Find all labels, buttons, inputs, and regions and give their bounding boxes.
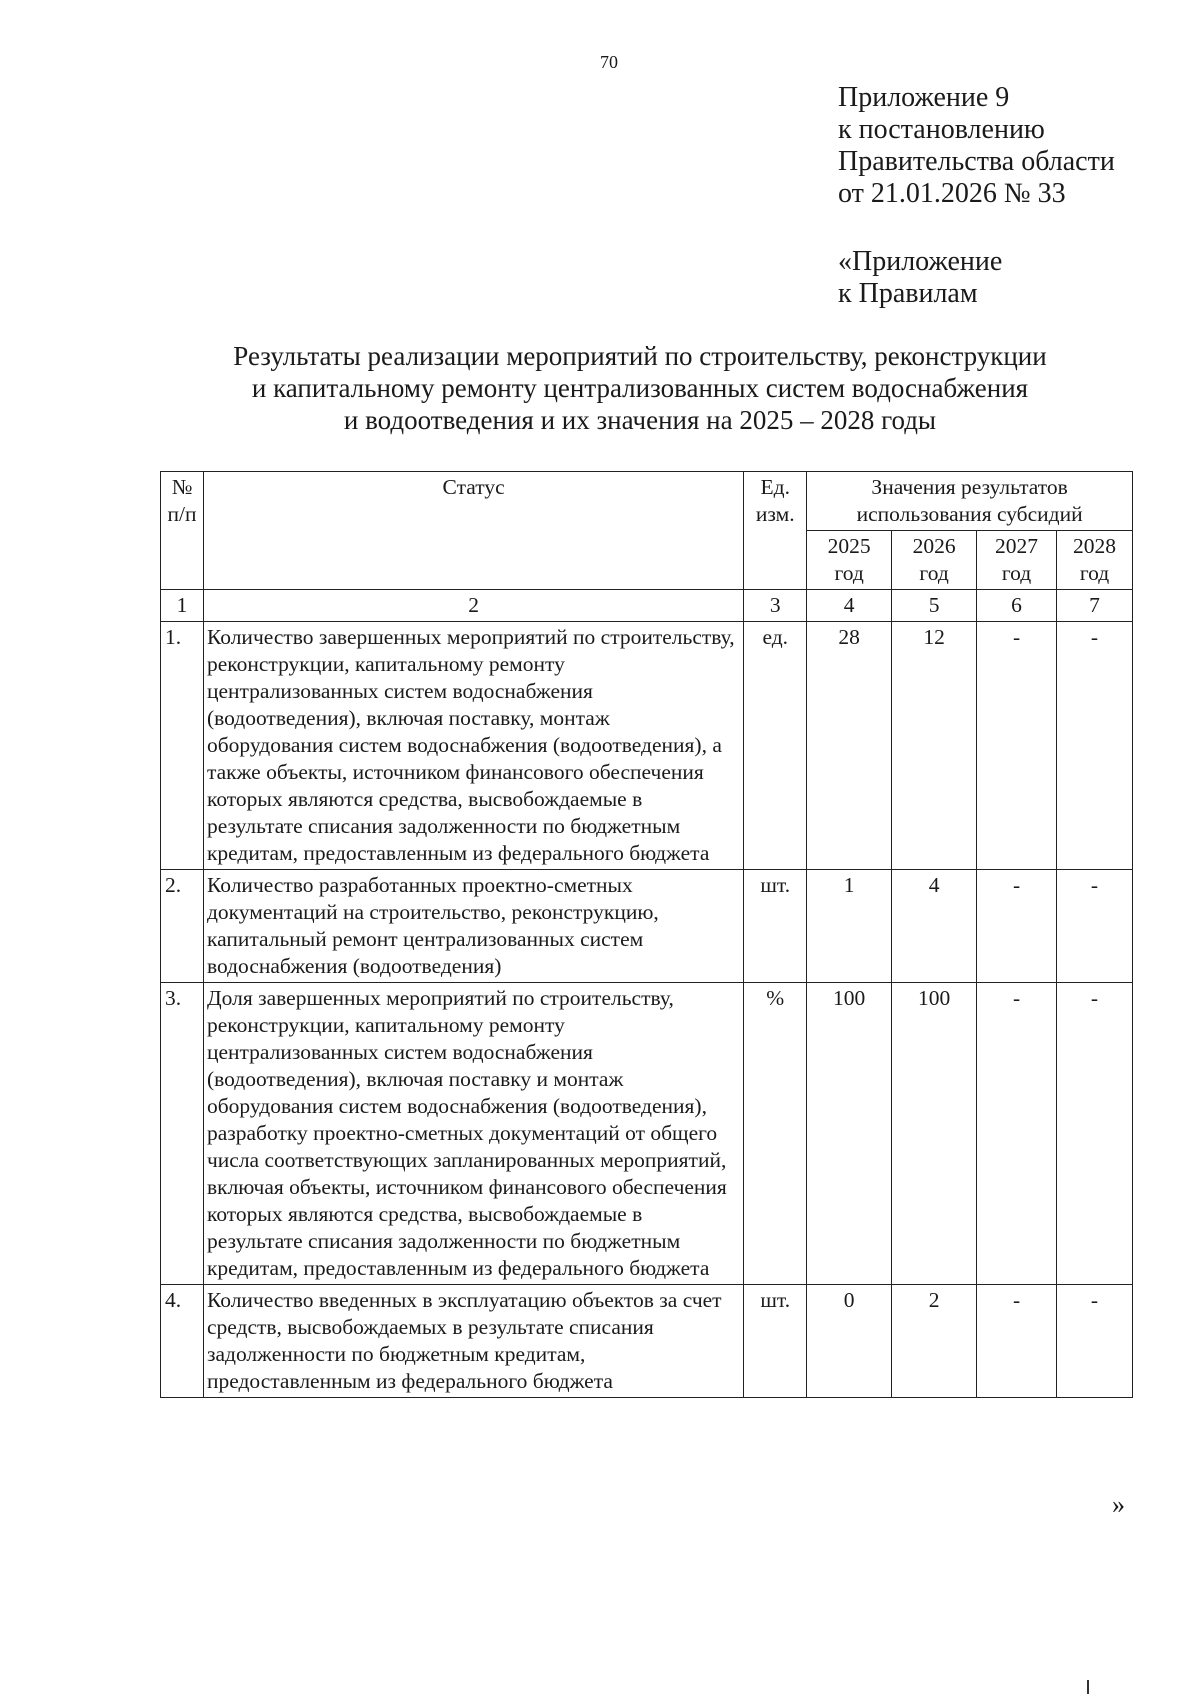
row-value-2027: - <box>977 1285 1057 1398</box>
annex2-line-1: «Приложение <box>838 246 1003 277</box>
column-number: 3 <box>744 590 807 622</box>
row-value-2026: 12 <box>892 622 977 870</box>
document-title <box>150 340 1130 436</box>
column-number: 7 <box>1057 590 1133 622</box>
column-number: 2 <box>203 590 743 622</box>
column-number: 6 <box>977 590 1057 622</box>
table-row <box>161 622 1133 870</box>
row-status: Количество завершенных мероприятий по строительству, реконструкции, капитальному ремонту централизованных систем водоснабжения (водоотведения), включая поставку, монтаж оборудования систем водоснабжения (водоотведения), а также объекты, источником финансового обеспечения которых являются средства, высвобождаемые в результате списания задолженности по бюджетным кредитам, предоставленным из федерального бюджета <box>203 622 743 870</box>
annex-line-2: к постановлению <box>838 114 1045 145</box>
header-unit: Ед. изм. <box>744 472 807 590</box>
row-status: Количество разработанных проектно-сметных документаций на строительство, реконструкцию, капитальный ремонт централизованных систем водоснабжения (водоотведения) <box>203 870 743 983</box>
annex-line-1: Приложение 9 <box>838 82 1010 113</box>
title-line-3: и водоотведения и их значения на 2025 – 2028 годы <box>343 405 937 435</box>
header-values-group: Значения результатов использования субсидий <box>807 472 1133 531</box>
title-line-2: и капитальному ремонту централизованных систем водоснабжения <box>251 373 1029 403</box>
column-number: 5 <box>892 590 977 622</box>
row-value-2025: 100 <box>807 983 892 1285</box>
column-numbers-row <box>161 590 1133 622</box>
scan-edge-mark <box>1087 1680 1089 1694</box>
header-year-2025: 2025 год <box>807 531 892 590</box>
header-status: Статус <box>203 472 743 590</box>
row-value-2028: - <box>1057 983 1133 1285</box>
row-num: 4. <box>161 1285 204 1398</box>
row-value-2027: - <box>977 983 1057 1285</box>
row-value-2026: 4 <box>892 870 977 983</box>
row-unit: шт. <box>744 870 807 983</box>
row-value-2028: - <box>1057 870 1133 983</box>
row-value-2028: - <box>1057 622 1133 870</box>
table-row <box>161 870 1133 983</box>
row-value-2027: - <box>977 622 1057 870</box>
title-line-1: Результаты реализации мероприятий по строительству, реконструкции <box>233 341 1047 371</box>
row-status: Количество введенных в эксплуатацию объектов за счет средств, высвобождаемых в результате списания задолженности по бюджетным кредитам, предоставленным из федерального бюджета <box>203 1285 743 1398</box>
row-value-2025: 1 <box>807 870 892 983</box>
row-value-2025: 28 <box>807 622 892 870</box>
annex-rules-reference <box>838 246 1002 310</box>
row-value-2026: 100 <box>892 983 977 1285</box>
annex-line-4: от 21.01.2026 № 33 <box>838 178 1066 209</box>
table-row <box>161 983 1133 1285</box>
column-number: 1 <box>161 590 204 622</box>
row-num: 1. <box>161 622 204 870</box>
annex-reference <box>838 82 1115 210</box>
page-number: 70 <box>600 52 618 72</box>
row-value-2026: 2 <box>892 1285 977 1398</box>
row-num: 2. <box>161 870 204 983</box>
header-row <box>161 472 1133 531</box>
row-status: Доля завершенных мероприятий по строительству, реконструкции, капитальному ремонту централизованных систем водоснабжения (водоотведения), включая поставку и монтаж оборудования систем водоснабжения (водоотведения), разработку проектно-сметных документаций от общего числа соответствующих запланированных мероприятий, включая объекты, источником финансового обеспечения которых являются средства, высвобождаемые в результате списания задолженности по бюджетным кредитам, предоставленным из федерального бюджета <box>203 983 743 1285</box>
row-value-2028: - <box>1057 1285 1133 1398</box>
row-value-2027: - <box>977 870 1057 983</box>
annex-line-3: Правительства области <box>838 146 1115 177</box>
closing-quote: » <box>1112 1490 1125 1519</box>
header-year-2026: 2026 год <box>892 531 977 590</box>
table-row <box>161 1285 1133 1398</box>
row-unit: шт. <box>744 1285 807 1398</box>
row-unit: % <box>744 983 807 1285</box>
row-num: 3. <box>161 983 204 1285</box>
header-year-2028: 2028 год <box>1057 531 1133 590</box>
row-unit: ед. <box>744 622 807 870</box>
annex2-line-2: к Правилам <box>838 278 978 309</box>
results-table <box>160 471 1133 1398</box>
header-num: № п/п <box>161 472 204 590</box>
row-value-2025: 0 <box>807 1285 892 1398</box>
column-number: 4 <box>807 590 892 622</box>
header-year-2027: 2027 год <box>977 531 1057 590</box>
